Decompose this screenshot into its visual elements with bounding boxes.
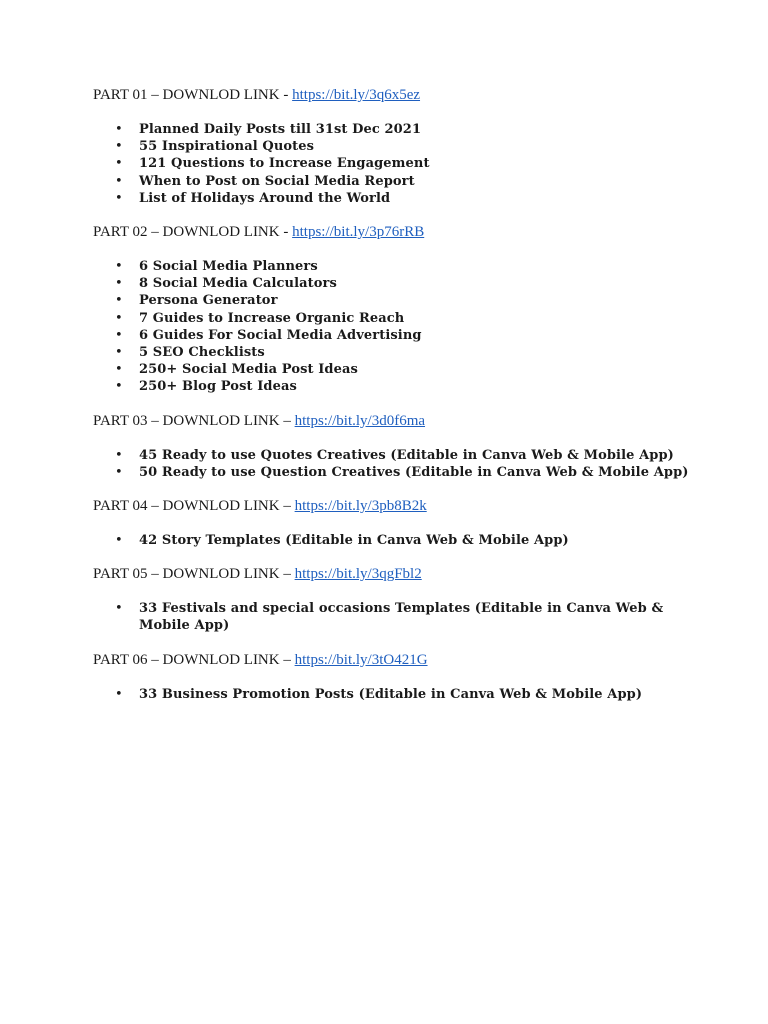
bullet-list <box>93 532 733 549</box>
section-part-05 <box>93 565 733 650</box>
bullet-icon: • <box>115 686 123 702</box>
bullet-icon: • <box>115 327 123 343</box>
part-heading-label: PART 06 – DOWNLOD LINK – <box>93 651 295 668</box>
bullet-icon: • <box>115 379 123 395</box>
download-link[interactable]: https://bit.ly/3qgFbl2 <box>294 566 422 583</box>
list-item-text: 5 SEO Checklists <box>139 345 265 361</box>
part-heading <box>93 651 733 669</box>
list-item-text: List of Holidays Around the World <box>139 190 391 206</box>
bullet-icon: • <box>115 259 123 275</box>
part-heading-label: PART 01 – DOWNLOD LINK - <box>93 87 293 103</box>
list-item <box>93 600 733 634</box>
bullet-icon: • <box>115 310 123 326</box>
list-item <box>93 190 733 207</box>
section-part-04 <box>93 497 733 565</box>
list-item <box>93 361 733 378</box>
list-item-text: 6 Social Media Planners <box>139 259 318 275</box>
bullet-icon: • <box>115 464 123 480</box>
list-item <box>93 121 733 138</box>
list-item-text: 6 Guides For Social Media Advertising <box>139 327 422 343</box>
bullet-icon: • <box>115 276 123 292</box>
part-heading-label: PART 04 – DOWNLOD LINK – <box>93 498 295 515</box>
list-item-text: 45 Ready to use Quotes Creatives (Editable in Canva Web & Mobile App) <box>139 447 674 463</box>
part-heading-label: PART 02 – DOWNLOD LINK - <box>93 224 293 241</box>
list-item-text: Planned Daily Posts till 31st Dec 2021 <box>139 122 422 137</box>
list-item <box>93 686 733 703</box>
list-item-text: 8 Social Media Calculators <box>139 276 337 292</box>
section-part-01 <box>93 86 733 223</box>
list-item-text: 50 Ready to use Question Creatives (Editable in Canva Web & Mobile App) <box>139 464 689 480</box>
list-item <box>93 464 733 481</box>
list-item <box>93 310 733 327</box>
bullet-icon: • <box>115 533 123 549</box>
download-link[interactable]: https://bit.ly/3p76rRB <box>292 224 425 241</box>
list-item-text: When to Post on Social Media Report <box>139 173 415 189</box>
list-item <box>93 292 733 309</box>
bullet-icon: • <box>115 345 123 361</box>
bullet-icon: • <box>115 173 123 189</box>
list-item <box>93 155 733 172</box>
bullet-list <box>93 258 733 396</box>
bullet-icon: • <box>115 156 123 172</box>
part-heading <box>93 223 733 241</box>
list-item-text: Persona Generator <box>139 293 278 309</box>
bullet-list <box>93 600 733 634</box>
bullet-icon: • <box>115 601 123 617</box>
download-link[interactable]: https://bit.ly/3tO421G <box>294 651 428 668</box>
bullet-icon: • <box>115 139 123 155</box>
list-item <box>93 532 733 549</box>
bullet-list <box>93 447 733 481</box>
list-item-text: 55 Inspirational Quotes <box>139 139 315 155</box>
list-item-text: 42 Story Templates (Editable in Canva Web & Mobile App) <box>139 533 569 549</box>
part-heading <box>93 412 733 430</box>
list-item <box>93 378 733 395</box>
bullet-list <box>93 686 733 703</box>
download-link[interactable]: https://bit.ly/3q6x5ez <box>292 87 421 103</box>
part-heading-label: PART 03 – DOWNLOD LINK – <box>93 412 295 429</box>
download-link[interactable]: https://bit.ly/3pb8B2k <box>294 498 427 515</box>
section-part-06 <box>93 651 733 703</box>
list-item <box>93 344 733 361</box>
list-item <box>93 138 733 155</box>
part-heading <box>93 565 733 583</box>
bullet-icon: • <box>115 190 123 206</box>
list-item <box>93 327 733 344</box>
part-heading-label: PART 05 – DOWNLOD LINK – <box>93 566 295 583</box>
list-item-text: 250+ Blog Post Ideas <box>139 379 297 395</box>
download-link[interactable]: https://bit.ly/3d0f6ma <box>294 412 426 429</box>
list-item-text: 7 Guides to Increase Organic Reach <box>139 310 405 326</box>
section-part-02 <box>93 223 733 412</box>
bullet-icon: • <box>115 122 123 137</box>
bullet-icon: • <box>115 362 123 378</box>
list-item-text: 250+ Social Media Post Ideas <box>139 362 358 378</box>
bullet-list <box>93 121 733 207</box>
document-page <box>93 86 733 703</box>
part-heading <box>93 497 733 515</box>
bullet-icon: • <box>115 293 123 309</box>
bullet-icon: • <box>115 447 123 463</box>
section-part-03 <box>93 412 733 497</box>
list-item <box>93 173 733 190</box>
list-item <box>93 275 733 292</box>
list-item <box>93 258 733 275</box>
list-item-text: 33 Business Promotion Posts (Editable in Canva Web & Mobile App) <box>139 686 643 702</box>
part-heading <box>93 86 733 104</box>
list-item-text: 33 Festivals and special occasions Templates (Editable in Canva Web & Mobile App) <box>139 601 664 634</box>
list-item <box>93 447 733 464</box>
list-item-text: 121 Questions to Increase Engagement <box>139 156 430 172</box>
